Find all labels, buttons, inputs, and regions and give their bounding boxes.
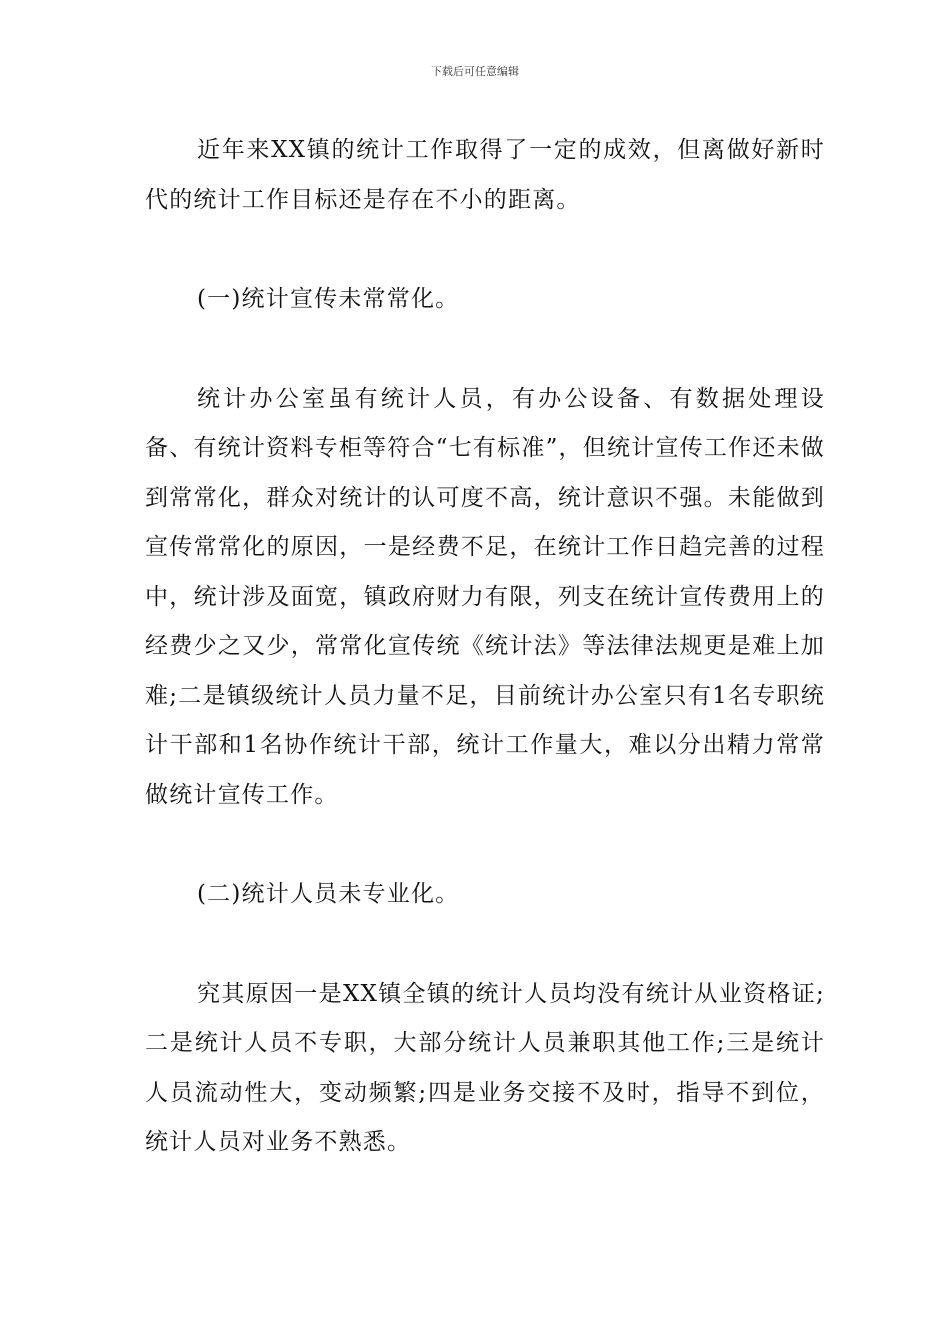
intro-paragraph: 近年来XX镇的统计工作取得了一定的成效，但离做好新时代的统计工作目标还是存在不小的距离。 <box>145 137 825 213</box>
document-body <box>145 126 825 1168</box>
section-2-paragraph: 究其原因一是XX镇全镇的统计人员均没有统计从业资格证;二是统计人员不专职，大部分统计人员兼职其他工作;三是统计人员流动性大，变动频繁;四是业务交接不及时，指导不到位，统计人员对业务不熟悉。 <box>145 980 825 1155</box>
spacer <box>145 920 825 970</box>
spacer <box>145 225 825 275</box>
section-1-title: (一)统计宣传未常常化。 <box>197 286 460 312</box>
spacer <box>145 820 825 870</box>
section-1-paragraph: 统计办公室虽有统计人员，有办公设备、有数据处理设备、有统计资料专柜等符合“七有标准”，但统计宣传工作还未做到常常化，群众对统计的认可度不高，统计意识不强。未能做到宣传常常化的原因，一是经费不足，在统计工作日趋完善的过程中，统计涉及面宽，镇政府财力有限，列支在统计宣传费用上的经费少之又少，常常化宣传统《统计法》等法律法规更是难上加难;二是镇级统计人员力量不足，目前统计办公室只有1名专职统计干部和1名协作统计干部，统计工作量大，难以分出精力常常做统计宣传工作。 <box>145 385 825 808</box>
spacer <box>145 325 825 375</box>
section-2-title: (二)统计人员未专业化。 <box>197 881 460 907</box>
page-header-note: 下载后可任意编辑 <box>431 65 519 78</box>
